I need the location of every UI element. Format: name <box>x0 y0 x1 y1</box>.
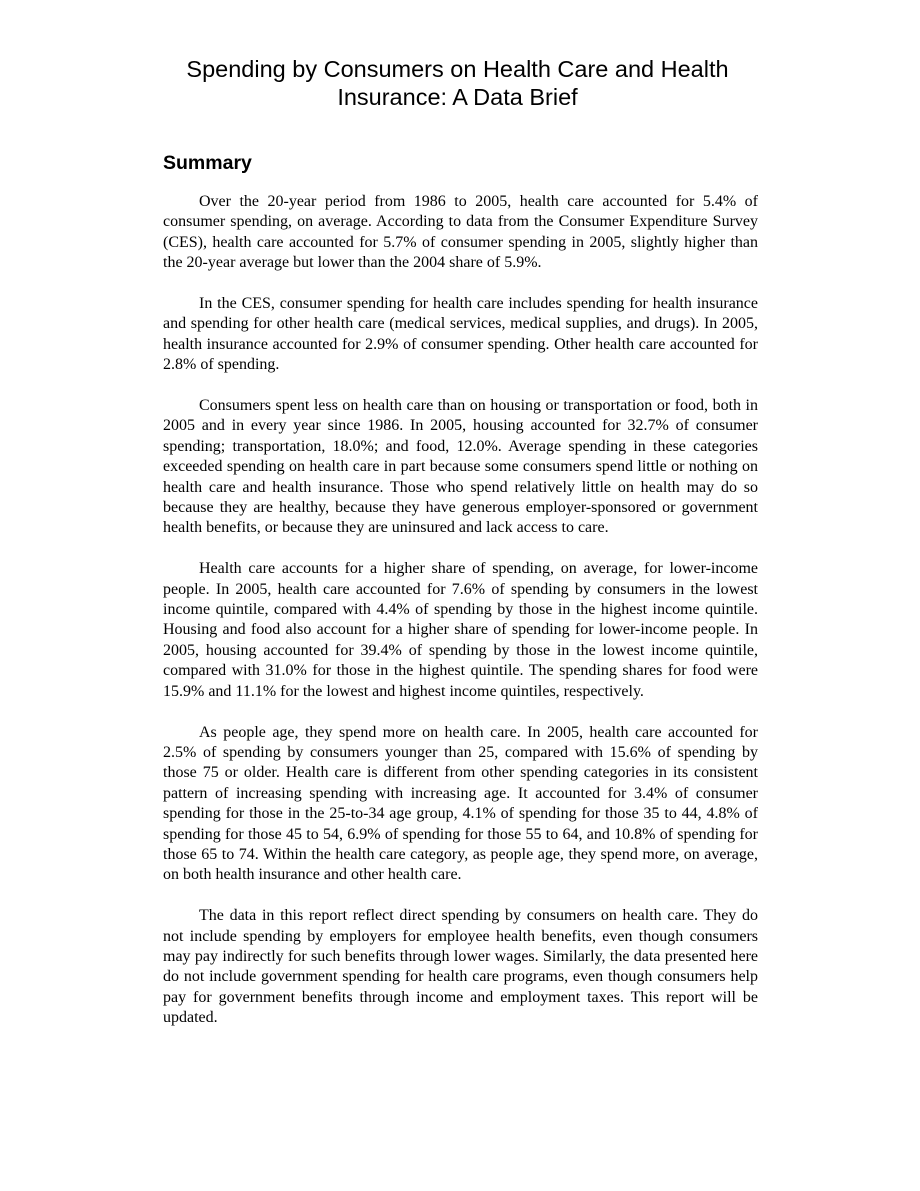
document-body <box>163 55 758 1049</box>
paragraph: The data in this report reflect direct spending by consumers on health care. They do not include spending by employers for employee health benefits, even though consumers may pay indirectly for such benefits through lower wages. Similarly, the data presented here do not include government spending for health care programs, even though consumers help pay for government benefits through income and employment taxes. This report will be updated. <box>163 907 758 1027</box>
paragraph: Consumers spent less on health care than on housing or transportation or food, both in 2005 and in every year since 1986. In 2005, housing accounted for 32.7% of consumer spending; transportation, 18.0%; and food, 12.0%. Average spending in these categories exceeded spending on health care in part because some consumers spend little or nothing on health care and health insurance. Those who spend relatively little on health may do so because they are healthy, because they have generous employer-sponsored or government health benefits, or because they are uninsured and lack access to care. <box>163 397 758 537</box>
section-heading-summary: Summary <box>163 152 252 174</box>
paragraph: As people age, they spend more on health care. In 2005, health care accounted for 2.5% of spending by consumers younger than 25, compared with 15.6% of spending by those 75 or older. Health care is different from other spending categories in its consistent pattern of increasing spending with increasing age. It accounted for 3.4% of consumer spending for those in the 25-to-34 age group, 4.1% of spending for those 35 to 44, 4.8% of spending for those 45 to 54, 6.9% of spending for those 55 to 64, and 10.8% of spending for those 65 to 74. Within the health care category, as people age, they spend more, on average, on both health insurance and other health care. <box>163 723 758 884</box>
paragraph: Health care accounts for a higher share of spending, on average, for lower-income people. In 2005, health care accounted for 7.6% of spending by consumers in the lowest income quintile, compared with 4.4% of spending by those in the highest income quintile. Housing and food also account for a higher share of spending for lower-income people. In 2005, housing accounted for 39.4% of spending by those in the lowest income quintile, compared with 31.0% for those in the highest quintile. The spending shares for food were 15.9% and 11.1% for the lowest and highest income quintiles, respectively. <box>163 560 758 700</box>
paragraph: Over the 20-year period from 1986 to 2005, health care accounted for 5.4% of consumer spending, on average. According to data from the Consumer Expenditure Survey (CES), health care accounted for 5.7% of consumer spending in 2005, slightly higher than the 20-year average but lower than the 2004 share of 5.9%. <box>163 193 758 272</box>
document-title-line-2: Insurance: A Data Brief <box>337 84 578 110</box>
summary-paragraphs <box>163 192 758 1029</box>
document-title <box>157 55 758 111</box>
paragraph: In the CES, consumer spending for health care includes spending for health insurance and spending for other health care (medical services, medical supplies, and drugs). In 2005, health insurance accounted for 2.9% of consumer spending. Other health care accounted for 2.8% of spending. <box>163 295 758 374</box>
document-title-line-1: Spending by Consumers on Health Care and Health <box>186 56 729 82</box>
